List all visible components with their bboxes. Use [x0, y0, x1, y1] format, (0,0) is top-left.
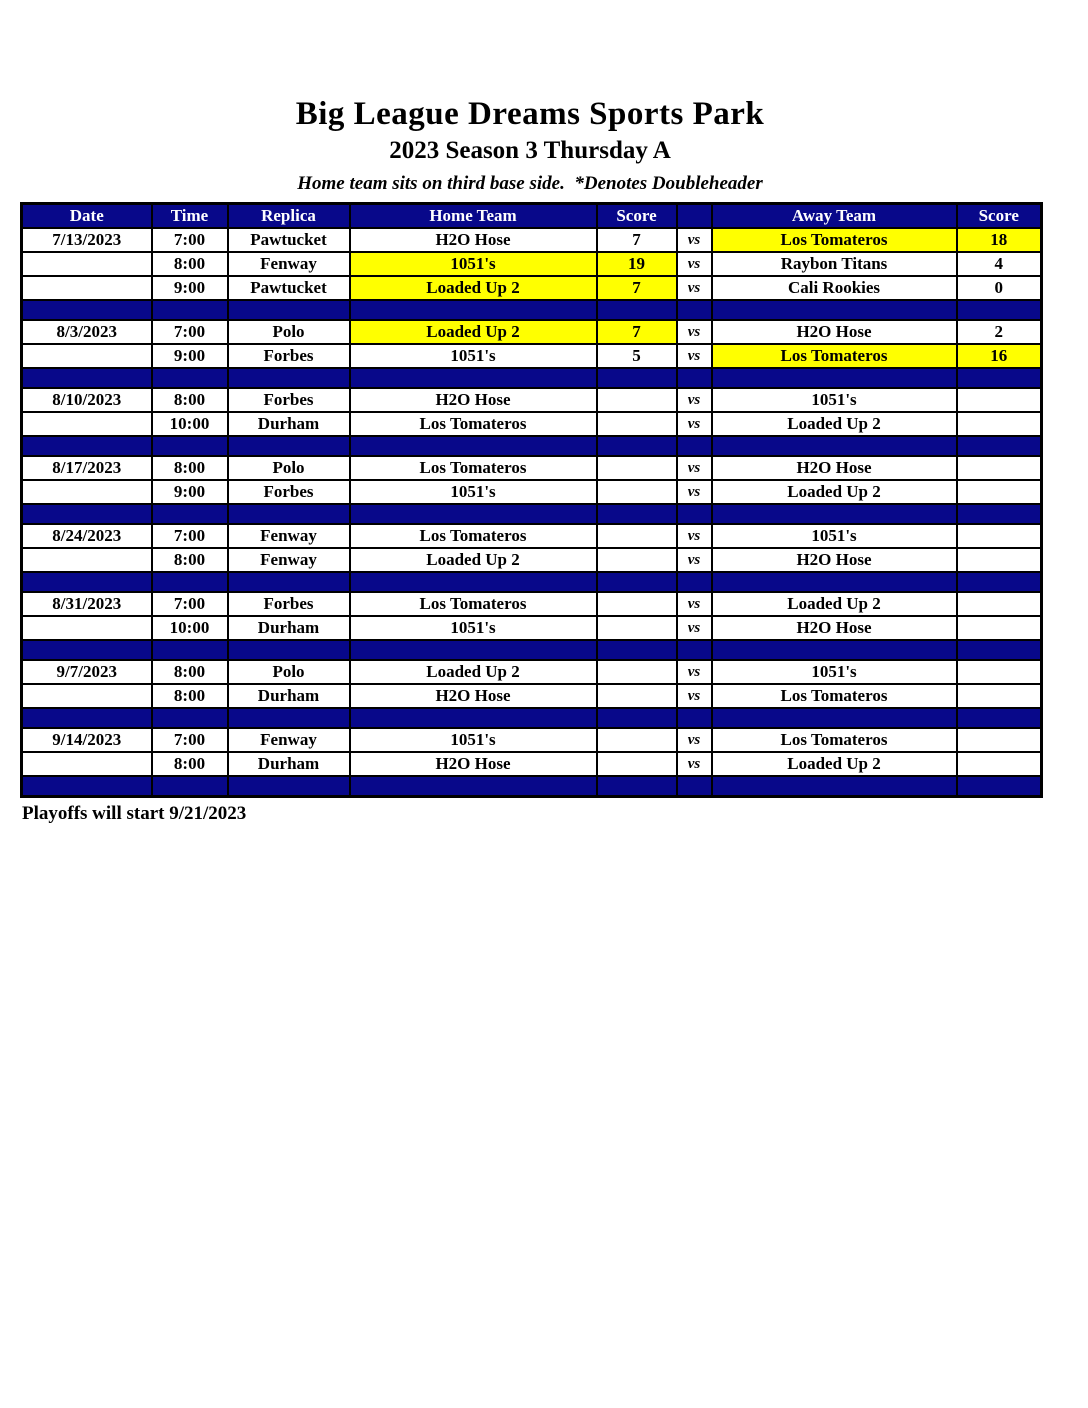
away-score-cell: [957, 456, 1042, 480]
home-team-cell: Los Tomateros: [350, 592, 597, 616]
away-score-cell: [957, 728, 1042, 752]
separator-cell: [350, 300, 597, 320]
away-team-cell: Los Tomateros: [712, 728, 957, 752]
separator-cell: [677, 776, 712, 796]
date-cell: 8/31/2023: [22, 592, 152, 616]
separator-cell: [957, 572, 1042, 592]
away-team-cell: Loaded Up 2: [712, 480, 957, 504]
separator-cell: [22, 436, 152, 456]
vs-cell: vs: [677, 592, 712, 616]
separator-cell: [957, 504, 1042, 524]
separator-cell: [597, 640, 677, 660]
home-score-cell: [597, 388, 677, 412]
home-score-cell: [597, 616, 677, 640]
home-score-cell: 7: [597, 320, 677, 344]
separator-cell: [957, 708, 1042, 728]
replica-cell: Durham: [228, 616, 350, 640]
separator-cell: [712, 300, 957, 320]
replica-cell: Durham: [228, 684, 350, 708]
home-team-cell: Loaded Up 2: [350, 660, 597, 684]
separator-cell: [152, 504, 228, 524]
vs-cell: vs: [677, 752, 712, 776]
separator-cell: [22, 708, 152, 728]
away-team-cell: 1051's: [712, 388, 957, 412]
date-cell: 8/10/2023: [22, 388, 152, 412]
home-score-cell: [597, 684, 677, 708]
time-cell: 9:00: [152, 480, 228, 504]
vs-cell: vs: [677, 412, 712, 436]
date-cell: [22, 344, 152, 368]
time-cell: 10:00: [152, 616, 228, 640]
separator-cell: [957, 300, 1042, 320]
away-team-cell: Loaded Up 2: [712, 592, 957, 616]
separator-cell: [712, 504, 957, 524]
date-cell: 8/3/2023: [22, 320, 152, 344]
separator-cell: [22, 572, 152, 592]
replica-cell: Polo: [228, 456, 350, 480]
vs-cell: vs: [677, 480, 712, 504]
date-cell: [22, 684, 152, 708]
game-row: [22, 320, 1042, 344]
home-score-cell: [597, 524, 677, 548]
replica-cell: Forbes: [228, 480, 350, 504]
column-header-vs: [677, 204, 712, 229]
separator-cell: [152, 572, 228, 592]
away-team-cell: Los Tomateros: [712, 228, 957, 252]
separator-cell: [712, 436, 957, 456]
separator-cell: [152, 436, 228, 456]
separator-cell: [597, 300, 677, 320]
separator-cell: [228, 640, 350, 660]
game-row: [22, 228, 1042, 252]
away-score-cell: [957, 480, 1042, 504]
home-team-cell: Loaded Up 2: [350, 276, 597, 300]
replica-cell: Durham: [228, 752, 350, 776]
date-cell: [22, 252, 152, 276]
separator-cell: [957, 776, 1042, 796]
separator-cell: [712, 640, 957, 660]
column-header-time-1: Time: [152, 204, 228, 229]
home-team-cell: Loaded Up 2: [350, 320, 597, 344]
separator-cell: [677, 504, 712, 524]
separator-cell: [228, 436, 350, 456]
game-row: [22, 412, 1042, 436]
separator-cell: [228, 300, 350, 320]
replica-cell: Fenway: [228, 524, 350, 548]
replica-cell: Pawtucket: [228, 228, 350, 252]
separator-cell: [677, 436, 712, 456]
separator-cell: [228, 572, 350, 592]
home-team-cell: 1051's: [350, 728, 597, 752]
away-score-cell: [957, 592, 1042, 616]
time-cell: 7:00: [152, 228, 228, 252]
separator-cell: [22, 368, 152, 388]
home-score-cell: [597, 456, 677, 480]
vs-cell: vs: [677, 388, 712, 412]
time-cell: 8:00: [152, 660, 228, 684]
replica-cell: Fenway: [228, 548, 350, 572]
game-row: [22, 616, 1042, 640]
away-team-cell: H2O Hose: [712, 456, 957, 480]
home-team-cell: 1051's: [350, 616, 597, 640]
separator-cell: [712, 776, 957, 796]
separator-cell: [350, 708, 597, 728]
away-score-cell: 2: [957, 320, 1042, 344]
home-score-cell: [597, 752, 677, 776]
date-cell: [22, 480, 152, 504]
vs-cell: vs: [677, 728, 712, 752]
date-cell: 7/13/2023: [22, 228, 152, 252]
away-team-cell: H2O Hose: [712, 616, 957, 640]
home-score-cell: 19: [597, 252, 677, 276]
game-row: [22, 388, 1042, 412]
vs-cell: vs: [677, 320, 712, 344]
vs-cell: vs: [677, 252, 712, 276]
game-row: [22, 252, 1042, 276]
separator-cell: [350, 368, 597, 388]
home-team-cell: 1051's: [350, 252, 597, 276]
replica-cell: Forbes: [228, 592, 350, 616]
home-team-cell: 1051's: [350, 344, 597, 368]
separator-cell: [22, 776, 152, 796]
separator-cell: [350, 572, 597, 592]
vs-cell: vs: [677, 684, 712, 708]
date-cell: 8/24/2023: [22, 524, 152, 548]
separator-cell: [350, 776, 597, 796]
away-score-cell: [957, 388, 1042, 412]
separator-cell: [677, 572, 712, 592]
game-row: [22, 728, 1042, 752]
separator-row: [22, 504, 1042, 524]
home-team-cell: Los Tomateros: [350, 412, 597, 436]
separator-cell: [228, 776, 350, 796]
away-team-cell: 1051's: [712, 524, 957, 548]
replica-cell: Forbes: [228, 344, 350, 368]
away-team-cell: H2O Hose: [712, 320, 957, 344]
home-team-cell: Loaded Up 2: [350, 548, 597, 572]
separator-row: [22, 436, 1042, 456]
vs-cell: vs: [677, 660, 712, 684]
home-score-cell: 7: [597, 228, 677, 252]
column-header-date-0: Date: [22, 204, 152, 229]
time-cell: 10:00: [152, 412, 228, 436]
home-team-cell: H2O Hose: [350, 228, 597, 252]
time-cell: 8:00: [152, 388, 228, 412]
schedule-table: [20, 202, 1043, 798]
game-row: [22, 524, 1042, 548]
time-cell: 9:00: [152, 344, 228, 368]
column-header-away-team-6: Away Team: [712, 204, 957, 229]
home-team-cell: Los Tomateros: [350, 524, 597, 548]
home-score-cell: [597, 660, 677, 684]
away-score-cell: [957, 616, 1042, 640]
separator-cell: [597, 436, 677, 456]
date-cell: [22, 616, 152, 640]
separator-cell: [22, 640, 152, 660]
home-score-cell: [597, 592, 677, 616]
separator-cell: [677, 300, 712, 320]
time-cell: 7:00: [152, 524, 228, 548]
away-score-cell: [957, 752, 1042, 776]
replica-cell: Fenway: [228, 728, 350, 752]
season-subtitle: 2023 Season 3 Thursday A: [389, 137, 671, 164]
away-team-cell: H2O Hose: [712, 548, 957, 572]
game-row: [22, 548, 1042, 572]
column-header-score-7: Score: [957, 204, 1042, 229]
time-cell: 9:00: [152, 276, 228, 300]
separator-cell: [350, 640, 597, 660]
separator-cell: [957, 368, 1042, 388]
date-cell: [22, 276, 152, 300]
away-team-cell: Raybon Titans: [712, 252, 957, 276]
column-header-replica-2: Replica: [228, 204, 350, 229]
replica-cell: Fenway: [228, 252, 350, 276]
home-team-cell: H2O Hose: [350, 752, 597, 776]
away-score-cell: [957, 412, 1042, 436]
separator-cell: [22, 300, 152, 320]
separator-cell: [228, 368, 350, 388]
separator-row: [22, 776, 1042, 796]
replica-cell: Polo: [228, 320, 350, 344]
replica-cell: Durham: [228, 412, 350, 436]
separator-cell: [597, 776, 677, 796]
home-score-cell: [597, 412, 677, 436]
time-cell: 7:00: [152, 320, 228, 344]
date-cell: [22, 752, 152, 776]
away-score-cell: 0: [957, 276, 1042, 300]
away-team-cell: Los Tomateros: [712, 344, 957, 368]
date-cell: 9/14/2023: [22, 728, 152, 752]
away-score-cell: [957, 660, 1042, 684]
column-header-home-team-3: Home Team: [350, 204, 597, 229]
separator-cell: [957, 640, 1042, 660]
home-team-cell: Los Tomateros: [350, 456, 597, 480]
table-header-row: [22, 204, 1042, 229]
separator-cell: [957, 436, 1042, 456]
away-score-cell: [957, 524, 1042, 548]
game-row: [22, 752, 1042, 776]
home-score-cell: [597, 548, 677, 572]
time-cell: 7:00: [152, 728, 228, 752]
time-cell: 8:00: [152, 752, 228, 776]
home-team-note: Home team sits on third base side. *Denotes Doubleheader: [297, 173, 763, 194]
separator-cell: [597, 572, 677, 592]
separator-cell: [677, 368, 712, 388]
vs-cell: vs: [677, 524, 712, 548]
away-score-cell: [957, 548, 1042, 572]
vs-cell: vs: [677, 228, 712, 252]
separator-cell: [712, 572, 957, 592]
vs-cell: vs: [677, 344, 712, 368]
separator-cell: [228, 504, 350, 524]
separator-cell: [597, 368, 677, 388]
game-row: [22, 592, 1042, 616]
date-cell: [22, 548, 152, 572]
game-row: [22, 660, 1042, 684]
away-score-cell: 18: [957, 228, 1042, 252]
vs-cell: vs: [677, 276, 712, 300]
game-row: [22, 684, 1042, 708]
home-team-cell: H2O Hose: [350, 388, 597, 412]
home-team-cell: 1051's: [350, 480, 597, 504]
separator-cell: [350, 436, 597, 456]
replica-cell: Forbes: [228, 388, 350, 412]
game-row: [22, 456, 1042, 480]
separator-row: [22, 640, 1042, 660]
time-cell: 8:00: [152, 548, 228, 572]
separator-cell: [677, 640, 712, 660]
separator-cell: [350, 504, 597, 524]
game-row: [22, 276, 1042, 300]
page-title: Big League Dreams Sports Park: [295, 96, 765, 132]
game-row: [22, 480, 1042, 504]
separator-cell: [677, 708, 712, 728]
separator-cell: [597, 504, 677, 524]
separator-cell: [712, 708, 957, 728]
separator-cell: [597, 708, 677, 728]
away-team-cell: Loaded Up 2: [712, 412, 957, 436]
home-score-cell: [597, 728, 677, 752]
column-header-score-4: Score: [597, 204, 677, 229]
separator-cell: [152, 640, 228, 660]
away-team-cell: Los Tomateros: [712, 684, 957, 708]
vs-cell: vs: [677, 456, 712, 480]
playoffs-note: Playoffs will start 9/21/2023: [22, 802, 247, 824]
home-score-cell: 7: [597, 276, 677, 300]
home-score-cell: [597, 480, 677, 504]
separator-row: [22, 300, 1042, 320]
date-cell: [22, 412, 152, 436]
separator-row: [22, 572, 1042, 592]
time-cell: 7:00: [152, 592, 228, 616]
separator-cell: [712, 368, 957, 388]
separator-cell: [152, 776, 228, 796]
separator-cell: [228, 708, 350, 728]
separator-cell: [152, 708, 228, 728]
separator-cell: [152, 300, 228, 320]
away-team-cell: Cali Rookies: [712, 276, 957, 300]
vs-cell: vs: [677, 548, 712, 572]
separator-cell: [152, 368, 228, 388]
date-cell: 9/7/2023: [22, 660, 152, 684]
away-score-cell: 4: [957, 252, 1042, 276]
replica-cell: Polo: [228, 660, 350, 684]
home-score-cell: 5: [597, 344, 677, 368]
game-row: [22, 344, 1042, 368]
replica-cell: Pawtucket: [228, 276, 350, 300]
separator-row: [22, 708, 1042, 728]
away-score-cell: 16: [957, 344, 1042, 368]
separator-row: [22, 368, 1042, 388]
away-team-cell: Loaded Up 2: [712, 752, 957, 776]
time-cell: 8:00: [152, 252, 228, 276]
separator-cell: [22, 504, 152, 524]
away-score-cell: [957, 684, 1042, 708]
date-cell: 8/17/2023: [22, 456, 152, 480]
vs-cell: vs: [677, 616, 712, 640]
time-cell: 8:00: [152, 684, 228, 708]
away-team-cell: 1051's: [712, 660, 957, 684]
time-cell: 8:00: [152, 456, 228, 480]
home-team-cell: H2O Hose: [350, 684, 597, 708]
